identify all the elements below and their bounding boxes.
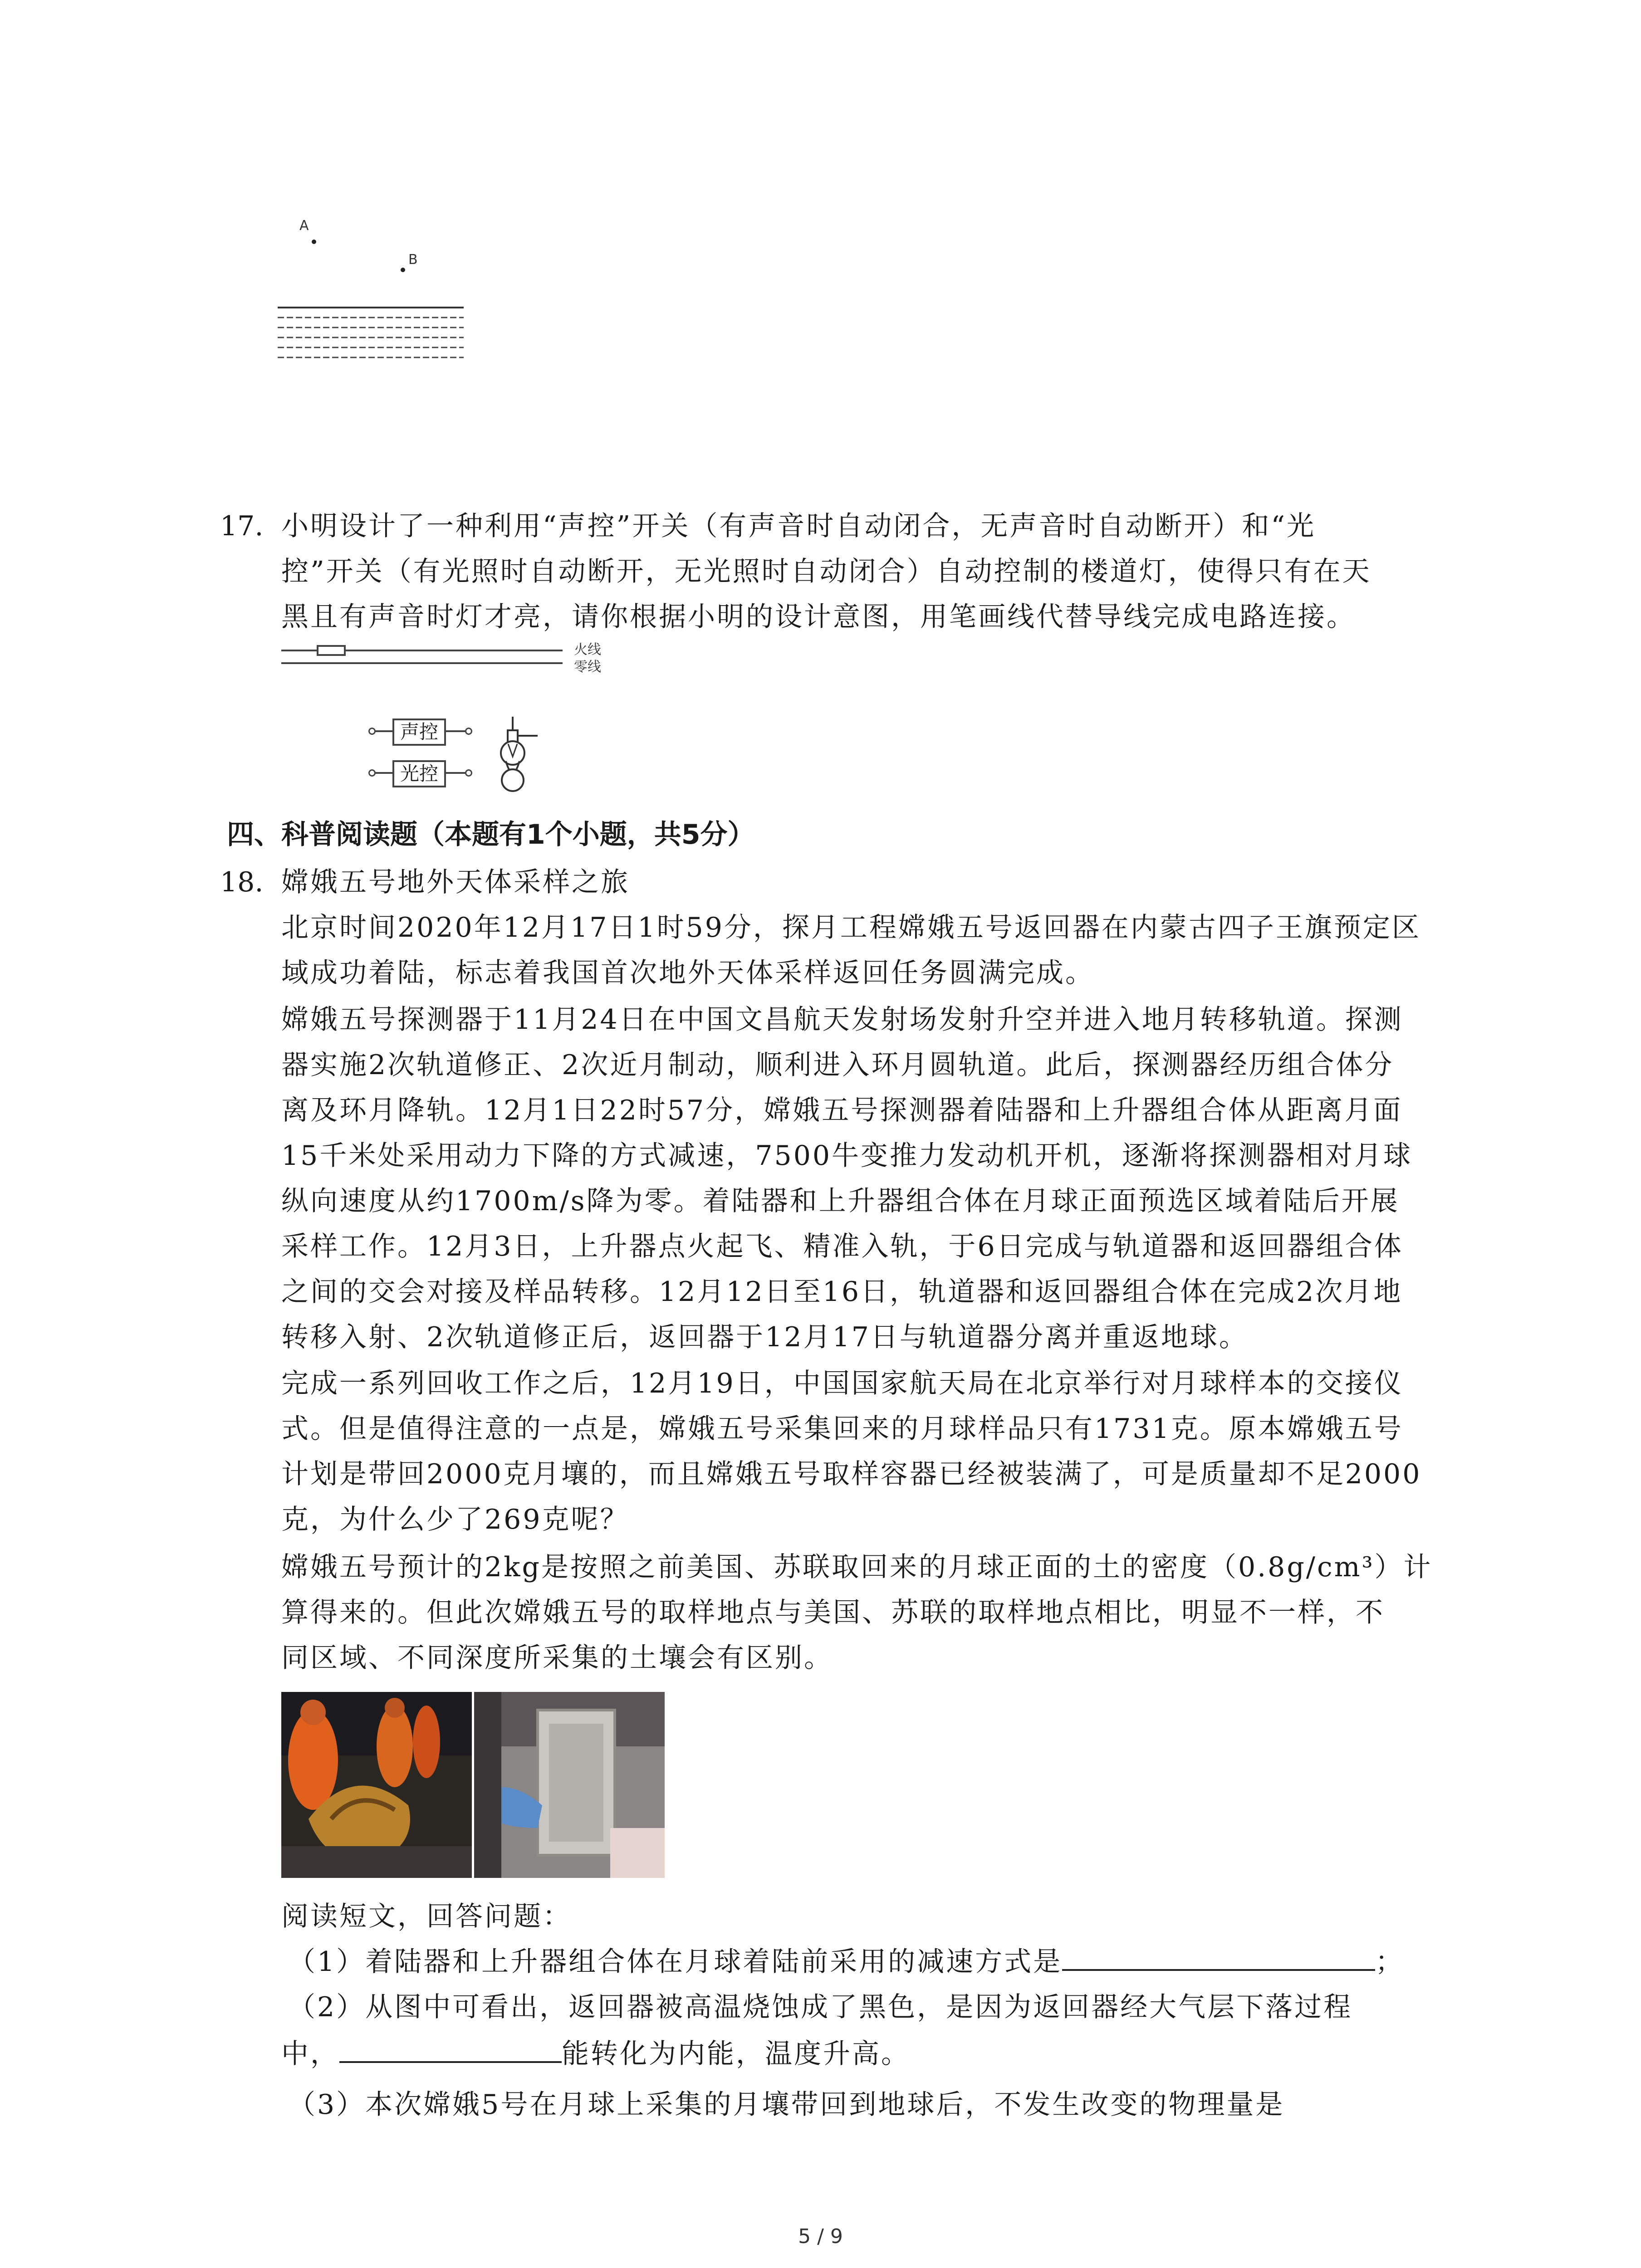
section-heading: 四、科普阅读题（本题有1个小题，共5分） bbox=[227, 819, 755, 850]
sound-switch: 声控 bbox=[392, 719, 446, 746]
live-wire-label: 火线 bbox=[574, 642, 601, 658]
article-line: 克，为什么少了269克呢？ bbox=[281, 1504, 629, 1535]
water-surface-diagram bbox=[278, 304, 468, 367]
article-line: 完成一系列回收工作之后，12月19日，中国国家航天局在北京举行对月球样本的交接仪 bbox=[281, 1368, 1403, 1399]
article-title: 嫦娥五号地外天体采样之旅 bbox=[281, 866, 630, 898]
article-line: 计划是带回2000克月壤的，而且嫦娥五号取样容器已经被装满了，可是质量却不足2000 bbox=[281, 1458, 1422, 1490]
sub-question-2-line1: （2）从图中可看出，返回器被高温烧蚀成了黑色，是因为返回器经大气层下落过程 bbox=[288, 1991, 1353, 2023]
neutral-wire-label: 零线 bbox=[574, 659, 601, 675]
power-lines bbox=[281, 640, 572, 671]
recovery-photo bbox=[281, 1692, 472, 1878]
sub-question-2-line2: 中， 能转化为内能，温度升高。 bbox=[281, 2038, 910, 2070]
article-line: 器实施2次轨道修正、2次近月制动，顺利进入环月圆轨道。此后，探测器经历组合体分 bbox=[281, 1049, 1394, 1081]
article-line: 算得来的。但此次嫦娥五号的取样地点与美国、苏联的取样地点相比，明显不一样，不 bbox=[281, 1597, 1385, 1628]
light-switch: 光控 bbox=[392, 760, 446, 787]
point-b bbox=[401, 268, 405, 272]
article-line: 式。但是值得注意的一点是，嫦娥五号采集回来的月球样品只有1731克。原本嫦娥五号 bbox=[281, 1413, 1403, 1445]
article-line: 15千米处采用动力下降的方式减速，7500牛变推力发动机开机，逐渐将探测器相对月球 bbox=[281, 1140, 1413, 1172]
question-text-line: 小明设计了一种利用“声控”开关（有声音时自动闭合，无声音时自动断开）和“光 bbox=[281, 510, 1316, 542]
point-b-label: B bbox=[408, 252, 418, 268]
article-line: 离及环月降轨。12月1日22时57分，嫦娥五号探测器着陆器和上升器组合体从距离月面 bbox=[281, 1095, 1403, 1126]
question-text-line: 控”开关（有光照时自动断开，无光照时自动闭合）自动控制的楼道灯，使得只有在天 bbox=[281, 556, 1372, 587]
article-line: 采样工作。12月3日，上升器点火起飞、精准入轨，于6日完成与轨道器和返回器组合体 bbox=[281, 1231, 1403, 1262]
answer-blank-2[interactable] bbox=[339, 2061, 562, 2063]
point-a bbox=[312, 240, 316, 244]
article-line: 嫦娥五号探测器于11月24日在中国文昌航天发射场发射升空并进入地月转移轨道。探测 bbox=[281, 1004, 1403, 1036]
question-number: 18. bbox=[220, 866, 264, 898]
sub-question-3: （3）本次嫦娥5号在月球上采集的月壤带回到地球后，不发生改变的物理量是 bbox=[288, 2089, 1285, 2121]
article-line: 纵向速度从约1700m/s降为零。着陆器和上升器组合体在月球正面预选区域着陆后开展 bbox=[281, 1185, 1400, 1217]
article-line: 转移入射、2次轨道修正后，返回器于12月17日与轨道器分离并重返地球。 bbox=[281, 1321, 1248, 1353]
answer-blank-1[interactable] bbox=[1062, 1969, 1375, 1971]
article-line: 同区域、不同深度所采集的土壤会有区别。 bbox=[281, 1642, 833, 1674]
bulb-icon bbox=[492, 717, 542, 794]
page-number: 5 / 9 bbox=[798, 2225, 843, 2248]
sample-handover-photo bbox=[474, 1692, 665, 1878]
reading-prompt: 阅读短文，回答问题： bbox=[281, 1901, 572, 1932]
article-line: 域成功着陆，标志着我国首次地外天体采样返回任务圆满完成。 bbox=[281, 957, 1094, 989]
sub-question-1: （1）着陆器和上升器组合体在月球着陆前采用的减速方式是 ； bbox=[288, 1946, 1405, 1978]
question-text-line: 黑且有声音时灯才亮，请你根据小明的设计意图，用笔画线代替导线完成电路连接。 bbox=[281, 601, 1356, 633]
question-number: 17. bbox=[220, 510, 264, 542]
article-line: 嫦娥五号预计的2kg是按照之前美国、苏联取回来的月球正面的土的密度（0.8g/cm³）计 bbox=[281, 1551, 1433, 1583]
article-line: 之间的交会对接及样品转移。12月12日至16日，轨道器和返回器组合体在完成2次月地 bbox=[281, 1276, 1403, 1308]
article-line: 北京时间2020年12月17日1时59分，探月工程嫦娥五号返回器在内蒙古四子王旗预定区 bbox=[281, 912, 1421, 943]
point-a-label: A bbox=[299, 218, 309, 234]
